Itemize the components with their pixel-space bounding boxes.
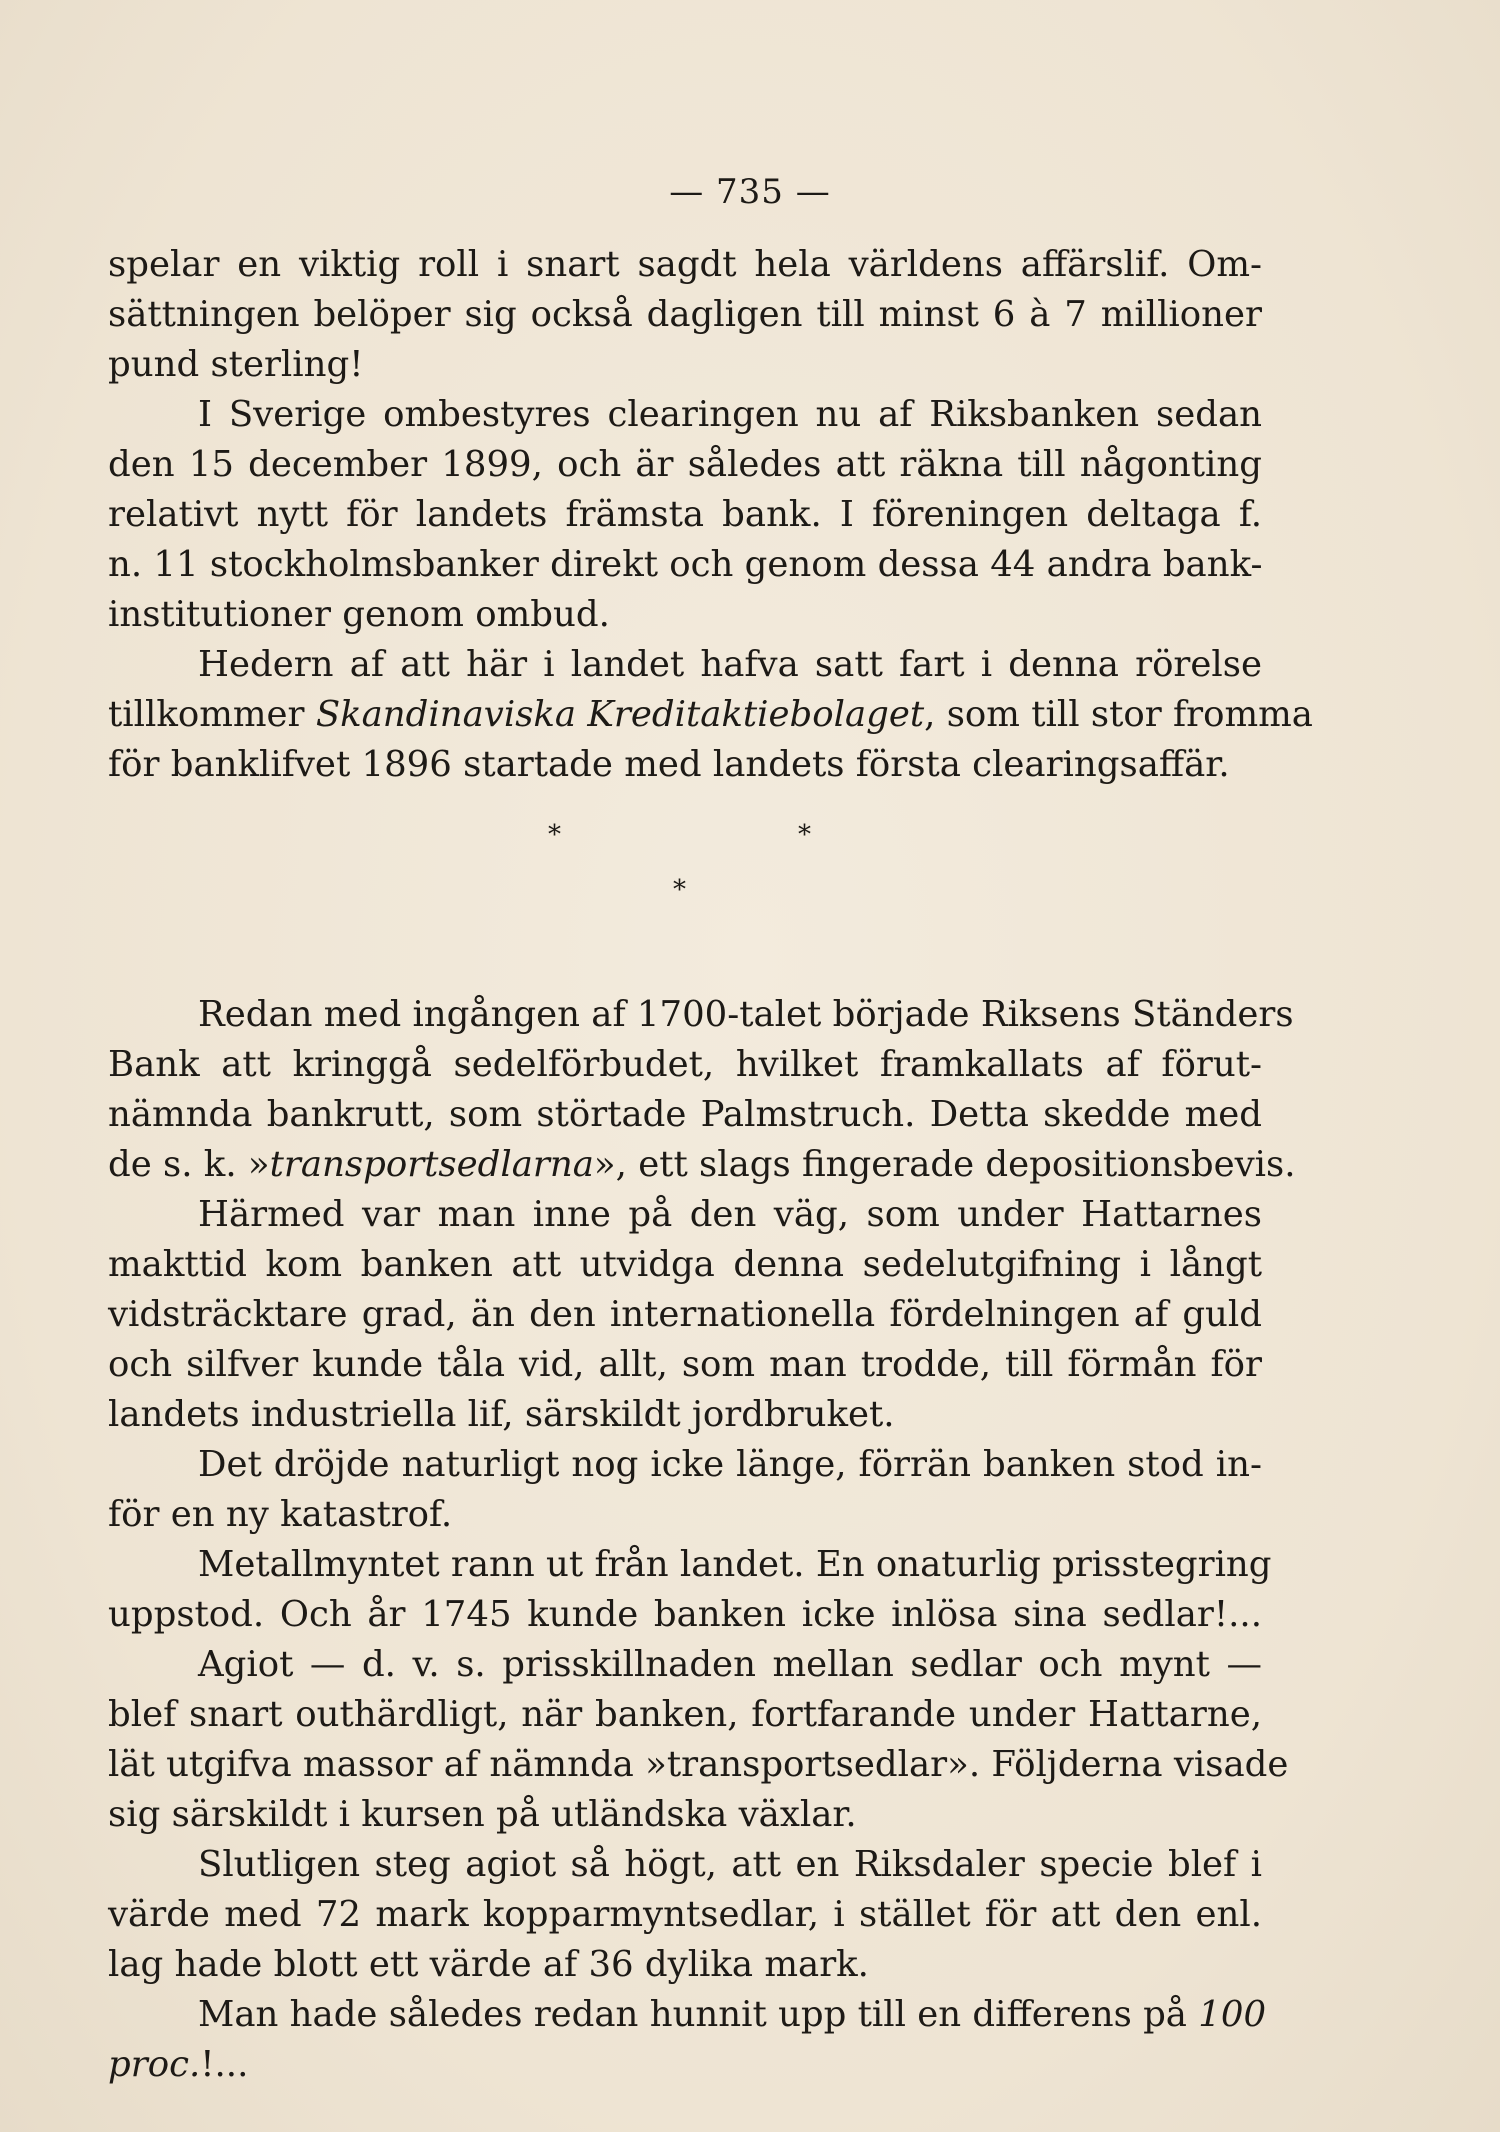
text-line: den 15 december 1899, och är således att räkna till någonting [108,444,1262,485]
text-fragment: de s. k. » [108,1144,270,1185]
body-text [108,240,1313,2090]
text-line [108,690,1313,740]
text-line: I Sverige ombestyres clearingen nu af Riksbanken sedan [198,394,1262,435]
text-line: landets industriella lif, särskildt jordbruket. [108,1394,895,1435]
text-fragment: tillkommer [108,694,316,735]
text-line: Redan med ingången af 1700-talet började Riksens Ständers [198,994,1294,1035]
text-line: för en ny katastrof. [108,1494,453,1535]
separator-star: * [798,820,811,850]
text-line: vidsträcktare grad, än den internationella fördelningen af guld [108,1294,1262,1335]
text-line: sättningen belöper sig också dagligen till minst 6 à 7 millioner [108,294,1262,335]
separator-star: * [548,820,561,850]
text-fragment: , som till stor fromma [924,694,1313,735]
text-line: sig särskildt i kursen på utländska växlar. [108,1794,857,1835]
text-line: och silfver kunde tåla vid, allt, som man trodde, till förmån för [108,1344,1262,1385]
asterism-separator [108,790,1262,990]
text-line: Metallmyntet rann ut från landet. En onaturlig prisstegring [198,1544,1272,1585]
text-line: uppstod. Och år 1745 kunde banken icke inlösa sina sedlar!... [108,1594,1262,1635]
separator-star: * [673,875,686,905]
text-line: för banklifvet 1896 startade med landets första clearingsaffär. [108,744,1230,785]
page-number: — 735 — [669,172,831,212]
text-line: nämnda bankrutt, som störtade Palmstruch. Detta skedde med [108,1094,1262,1135]
text-line: lät utgifva massor af nämnda »transportsedlar». Följderna visade [108,1744,1289,1785]
text-line: Det dröjde naturligt nog icke länge, förrän banken stod in- [198,1444,1262,1485]
text-line [108,1990,1267,2040]
text-line: makttid kom banken att utvidga denna sedelutgifning i långt [108,1244,1262,1285]
text-line: n. 11 stockholmsbanker direkt och genom dessa 44 andra bank- [108,544,1263,585]
italic-term: transportsedlarna [269,1144,594,1185]
text-line: Agiot — d. v. s. prisskillnaden mellan sedlar och mynt — [198,1644,1262,1685]
italic-number: 100 [1198,1994,1267,2035]
text-fragment: !... [200,2044,249,2085]
text-line: Slutligen steg agiot så högt, att en Riksdaler specie blef i [198,1844,1262,1885]
text-line: Hedern af att här i landet hafva satt fart i denna rörelse [198,644,1262,685]
text-line: institutioner genom ombud. [108,594,610,635]
text-line: Härmed var man inne på den väg, som under Hattarnes [198,1194,1262,1235]
text-line: relativt nytt för landets främsta bank. I föreningen deltaga f. [108,494,1262,535]
text-line [108,1140,1296,1190]
italic-term: proc. [108,2044,201,2085]
text-line: lag hade blott ett värde af 36 dylika mark. [108,1944,869,1985]
text-line: blef snart outhärdligt, när banken, fortfarande under Hattarne, [108,1694,1262,1735]
text-line [108,2040,1262,2090]
italic-company-name: Skandinaviska Kreditaktiebolaget [315,694,925,735]
text-line: spelar en viktig roll i snart sagdt hela världens affärslif. Om- [108,244,1262,285]
text-fragment: Man hade således redan hunnit upp till en differens på [198,1994,1199,2035]
text-line: värde med 72 mark kopparmyntsedlar, i stället för att den enl. [108,1894,1262,1935]
text-fragment: », ett slags fingerade depositionsbevis. [593,1144,1296,1185]
text-line: pund sterling! [108,344,364,385]
text-line: Bank att kringgå sedelförbudet, hvilket framkallats af förut- [108,1044,1262,1085]
